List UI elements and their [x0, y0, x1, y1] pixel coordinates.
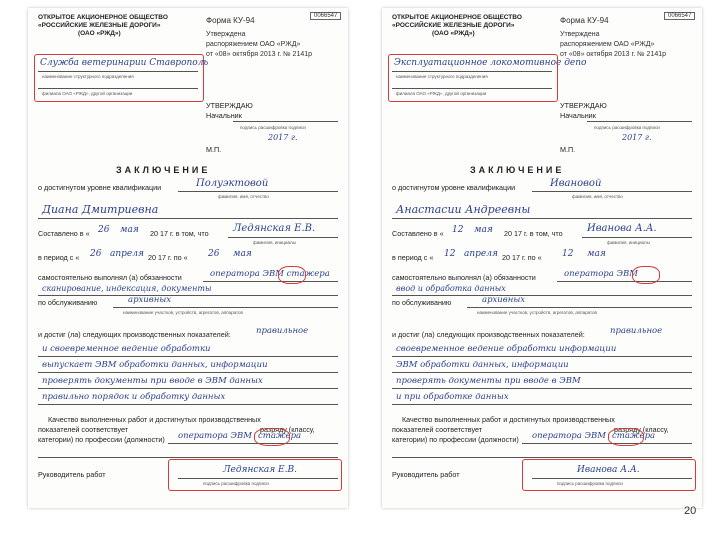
underline	[392, 404, 692, 405]
indicators-label: и достиг (ла) следующих производственных показателей:	[38, 330, 231, 339]
org-name-line: ОТКРЫТОЕ АКЦИОНЕРНОЕ ОБЩЕСТВО	[38, 14, 168, 21]
period-label: в период с «	[392, 253, 434, 262]
handwritten-indicator: и при обработке данных	[396, 392, 509, 402]
form-number: Форма КУ-94	[206, 16, 255, 25]
handwritten-day: 26	[98, 225, 110, 235]
handwritten-supervisor-signature: Иванова А.А.	[577, 465, 640, 475]
handwritten-indicator: ЭВМ обработки данных, информации	[396, 360, 569, 370]
handwritten-indicator: выпускает ЭВМ обработки данных, информации	[42, 360, 268, 370]
handwritten-indicator: проверять документы при вводе в ЭВМ данных	[42, 376, 263, 386]
service-caption: наименование участков, устройств, агрегатов, аппаратов	[477, 310, 597, 315]
composed-label: Составлено в «	[38, 229, 90, 238]
handwritten-duties-detail: сканирование, индексация, документы	[42, 284, 212, 293]
handwritten-from-month: апреля	[464, 249, 498, 259]
handwritten-indicator: правильное	[256, 326, 309, 336]
handwritten-month: мая	[474, 225, 493, 235]
unit-caption: филиала ОАО «РЖД», другой организации	[42, 91, 133, 96]
handwritten-profession: оператора ЭВМ	[178, 431, 252, 441]
signature-caption: подпись расшифровка подписи	[594, 125, 660, 130]
underline	[392, 88, 552, 89]
handwritten-indicator: и своевременное ведение обработки	[42, 344, 211, 354]
handwritten-duties: оператора ЭВМ	[564, 269, 638, 279]
handwritten-supervisor: Иванова А.А.	[587, 223, 657, 234]
underline	[522, 443, 692, 444]
org-name-line: «РОССИЙСКИЕ ЖЕЛЕЗНЫЕ ДОРОГИ»	[392, 22, 515, 29]
document-page-left	[28, 8, 348, 508]
service-label: по обслуживанию	[392, 298, 452, 307]
handwritten-profession: оператора ЭВМ	[532, 431, 606, 441]
handwritten-from-day: 12	[444, 249, 456, 259]
supervisor-label: Руководитель работ	[38, 470, 106, 479]
sign-date: 2017 г.	[622, 133, 652, 142]
underline	[38, 388, 338, 389]
approve-stamp: УТВЕРЖДАЮ	[560, 101, 607, 110]
org-name-line: ОТКРЫТОЕ АКЦИОНЕРНОЕ ОБЩЕСТВО	[392, 14, 522, 21]
grade-label: разряду (классу,	[614, 425, 669, 434]
handwritten-surname: Полуэктовой	[196, 178, 269, 189]
order-line: распоряжением ОАО «РЖД»	[560, 41, 655, 48]
highlight-box	[522, 459, 696, 491]
underline	[392, 457, 692, 458]
approved-label: Утверждена	[206, 31, 246, 38]
underline	[38, 218, 338, 219]
service-label: по обслуживанию	[38, 298, 98, 307]
composed-label: Составлено в «	[392, 229, 444, 238]
approved-label: Утверждена	[560, 31, 600, 38]
handwritten-indicator: правильное	[610, 326, 663, 336]
order-date: от «08» октября 2013 г. № 2141р	[206, 51, 313, 58]
category-label: категории) по профессии (должности)	[392, 435, 519, 444]
signature-caption: подпись расшифровка подписи	[203, 481, 269, 486]
underline	[392, 372, 692, 373]
handwritten-indicator: проверять документы при вводе в ЭВМ	[396, 376, 581, 386]
handwritten-from-month: апреля	[110, 249, 144, 259]
underline	[203, 281, 338, 282]
period-label: в период с «	[38, 253, 80, 262]
to-label: 20 17 г. по «	[148, 253, 188, 262]
duties-label: самостоятельно выполнял (а) обязанности	[38, 273, 182, 282]
handwritten-indicator: своевременное ведение обработки информации	[396, 344, 617, 354]
underline	[228, 237, 338, 238]
order-line: распоряжением ОАО «РЖД»	[206, 41, 301, 48]
handwritten-to-day: 12	[562, 249, 574, 259]
fio-caption: фамилия, имя, отчество	[572, 194, 623, 199]
org-name-line: «РОССИЙСКИЕ ЖЕЛЕЗНЫЕ ДОРОГИ»	[38, 22, 161, 29]
underline	[38, 295, 338, 296]
page-number: 20	[684, 505, 697, 517]
unit-caption: филиала ОАО «РЖД», другой организации	[396, 91, 487, 96]
who-caption: фамилия, инициалы	[607, 240, 650, 245]
underline	[392, 218, 692, 219]
handwritten-month: мая	[120, 225, 139, 235]
quality-label: Качество выполненных работ и достигнутых производственных	[48, 415, 261, 424]
grade-label: разряду (классу,	[260, 425, 315, 434]
to-label: 20 17 г. по «	[502, 253, 542, 262]
signature-caption: подпись расшифровка подписи	[240, 125, 306, 130]
handwritten-to-month: мая	[587, 249, 606, 259]
registration-number: 0066547	[310, 12, 341, 20]
underline	[38, 71, 198, 72]
handwritten-profession-level: стажера	[612, 431, 656, 441]
handwritten-name: Диана Дмитриевна	[42, 203, 159, 216]
qualification-label: о достигнутом уровне квалификации	[392, 183, 516, 192]
chief-label: Начальник	[206, 111, 242, 120]
signature-caption: подпись расшифровка подписи	[557, 481, 623, 486]
org-name-line: (ОАО «РЖД»)	[78, 30, 121, 37]
qualification-label: о достигнутом уровне квалификации	[38, 183, 162, 192]
handwritten-supervisor-signature: Ледянская Е.В.	[223, 465, 297, 475]
fio-caption: фамилия, имя, отчество	[218, 194, 269, 199]
org-name	[392, 14, 522, 38]
handwritten-surname: Ивановой	[550, 178, 602, 189]
underline	[392, 295, 692, 296]
handwritten-duties-detail: ввод и обработка данных	[396, 284, 506, 293]
order-date: от «08» октября 2013 г. № 2141р	[560, 51, 667, 58]
underline	[178, 191, 338, 192]
approve-stamp: УТВЕРЖДАЮ	[206, 101, 253, 110]
underline	[557, 281, 692, 282]
who-caption: фамилия, инициалы	[253, 240, 296, 245]
handwritten-service: архивных	[128, 295, 172, 305]
handwritten-profession-level: стажера	[258, 431, 302, 441]
document-title: ЗАКЛЮЧЕНИЕ	[116, 165, 211, 175]
document-title: ЗАКЛЮЧЕНИЕ	[470, 165, 565, 175]
handwritten-indicator: правильно порядок и обработку данных	[42, 392, 226, 402]
underline	[178, 478, 338, 479]
year-label: 20 17 г. в том, что	[504, 229, 563, 238]
underline	[532, 191, 692, 192]
underline	[38, 404, 338, 405]
underline	[113, 307, 338, 308]
underline	[392, 71, 552, 72]
stamp-place: М.П.	[560, 145, 576, 154]
handwritten-service: архивных	[482, 295, 526, 305]
document-page-right	[382, 8, 702, 508]
service-caption: наименование участков, устройств, агрегатов, аппаратов	[123, 310, 243, 315]
handwritten-day: 12	[452, 225, 464, 235]
underline	[168, 443, 338, 444]
underline	[38, 356, 338, 357]
chief-label: Начальник	[560, 111, 596, 120]
handwritten-supervisor: Ледянская Е.В.	[233, 223, 316, 234]
category-label: категории) по профессии (должности)	[38, 435, 165, 444]
sign-date: 2017 г.	[268, 133, 298, 142]
handwritten-name: Анастасии Андреевны	[396, 203, 531, 216]
form-number: Форма КУ-94	[560, 16, 609, 25]
handwritten-duties: оператора ЭВМ стажера	[210, 269, 330, 279]
unit-caption: наименование структурного подразделения	[42, 74, 134, 79]
org-name-line: (ОАО «РЖД»)	[432, 30, 475, 37]
underline	[38, 457, 338, 458]
duties-label: самостоятельно выполнял (а) обязанности	[392, 273, 536, 282]
supervisor-label: Руководитель работ	[392, 470, 460, 479]
handwritten-unit-name: Служба ветеринарии Ставрополь	[40, 58, 209, 68]
underline	[582, 237, 692, 238]
underline	[467, 307, 692, 308]
unit-caption: наименование структурного подразделения	[396, 74, 488, 79]
indicators-label: и достиг (ла) следующих производственных показателей:	[392, 330, 585, 339]
underline	[38, 372, 338, 373]
stamp-place: М.П.	[206, 145, 222, 154]
quality-label: показателей соответствует	[38, 425, 129, 434]
handwritten-from-day: 26	[90, 249, 102, 259]
quality-label: Качество выполненных работ и достигнутых производственных	[402, 415, 615, 424]
underline	[392, 356, 692, 357]
org-name	[38, 14, 168, 38]
underline	[532, 478, 692, 479]
handwritten-to-month: мая	[233, 249, 252, 259]
handwritten-to-day: 26	[208, 249, 220, 259]
underline	[392, 388, 692, 389]
handwritten-unit-name: Эксплуатационное локомотивное депо	[394, 58, 587, 68]
year-label: 20 17 г. в том, что	[150, 229, 209, 238]
underline	[38, 88, 198, 89]
underline	[233, 121, 338, 122]
highlight-box	[168, 459, 342, 491]
underline	[587, 121, 692, 122]
quality-label: показателей соответствует	[392, 425, 483, 434]
registration-number: 0066547	[664, 12, 695, 20]
